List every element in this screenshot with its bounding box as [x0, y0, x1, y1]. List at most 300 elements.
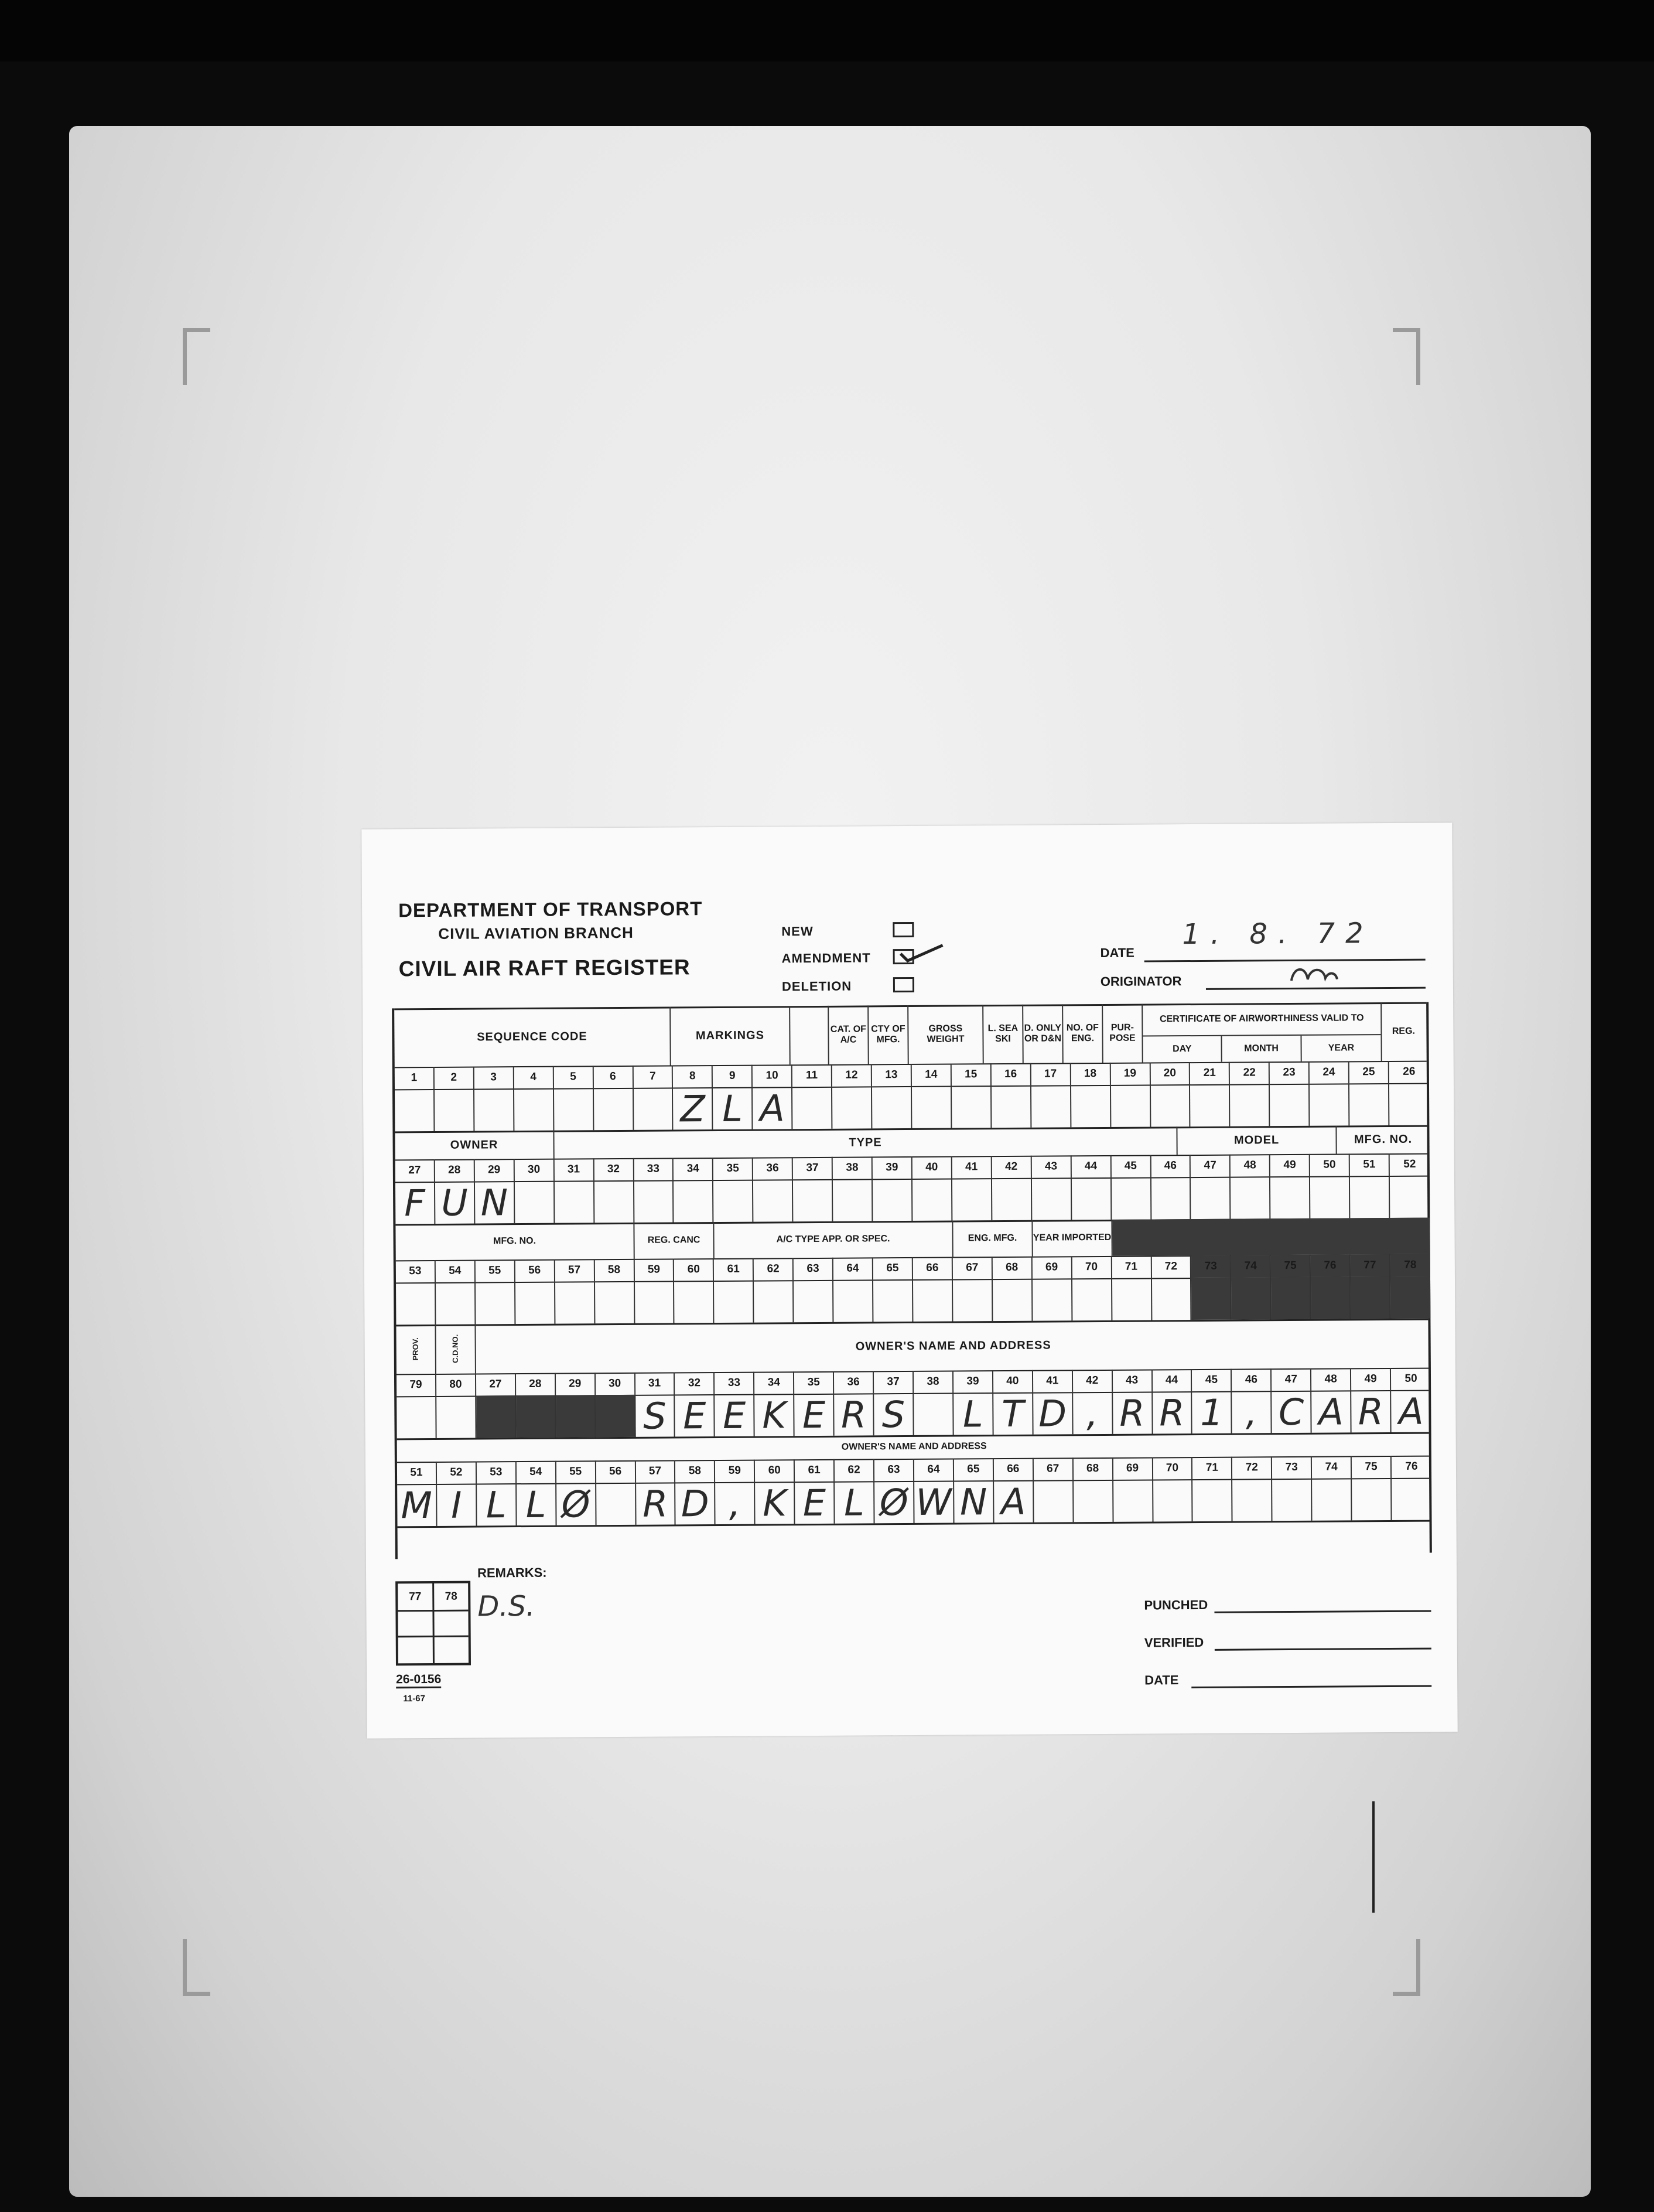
entry-cell[interactable]: A: [994, 1480, 1034, 1523]
hdr-owner-name-address-2: OWNER'S NAME AND ADDRESS: [841, 1441, 987, 1452]
column-number: 29: [556, 1373, 596, 1395]
entry-cell[interactable]: D: [676, 1482, 716, 1524]
entry-cell[interactable]: [753, 1179, 793, 1221]
date-label: DATE: [1100, 945, 1134, 961]
crop-mark-top-left: [183, 328, 210, 385]
remarks-cell[interactable]: [398, 1612, 434, 1636]
hdr-day-night: D. ONLY OR D&N: [1023, 1004, 1064, 1063]
column-number: 39: [873, 1156, 913, 1179]
entry-cell[interactable]: L: [835, 1481, 874, 1523]
entry-cell[interactable]: [1272, 1479, 1312, 1521]
column-number: 50: [1310, 1153, 1350, 1176]
column-number: 61: [714, 1258, 754, 1281]
entry-cell[interactable]: [1232, 1479, 1272, 1521]
entry-cell[interactable]: R: [1351, 1390, 1391, 1432]
hdr-certificate-group: [1143, 1002, 1382, 1062]
column-number: 12: [832, 1064, 872, 1086]
scan-artifact-line: [1372, 1801, 1375, 1913]
column-number: 42: [992, 1156, 1032, 1178]
entry-cell[interactable]: [1072, 1278, 1112, 1320]
column-number: 55: [476, 1259, 515, 1282]
entry-cell[interactable]: [873, 1179, 913, 1221]
entry-cell[interactable]: [993, 1279, 1033, 1321]
column-number: 32: [594, 1158, 634, 1180]
new-checkbox[interactable]: [893, 922, 914, 937]
column-number: 45: [1192, 1369, 1232, 1391]
hdr-cd-no: C.D.NO.: [436, 1325, 476, 1374]
entry-cell[interactable]: [594, 1180, 634, 1223]
entry-cell[interactable]: S: [635, 1394, 675, 1436]
entry-cell[interactable]: [1113, 1479, 1153, 1521]
column-number: 37: [874, 1371, 914, 1393]
entry-cell[interactable]: [1112, 1278, 1152, 1320]
column-number: 4: [514, 1066, 554, 1088]
column-number: 46: [1151, 1155, 1191, 1177]
entry-cell[interactable]: R: [1113, 1391, 1153, 1433]
column-number: 76: [1405, 1460, 1418, 1473]
entry-cell[interactable]: 1: [1192, 1391, 1232, 1433]
column-number: 74: [1231, 1255, 1271, 1277]
entry-cell[interactable]: N: [475, 1181, 515, 1223]
hdr-cat-of-ac: CAT. OF A/C: [829, 1005, 869, 1064]
entry-cell[interactable]: [1312, 1478, 1352, 1520]
verified-label: VERIFIED: [1144, 1634, 1204, 1650]
entry-cell[interactable]: [594, 1088, 634, 1130]
column-number: 61: [795, 1459, 835, 1482]
entry-cell[interactable]: [912, 1086, 952, 1128]
entry-cell[interactable]: R: [636, 1482, 676, 1524]
column-number: 69: [1033, 1256, 1072, 1278]
column-number: 33: [715, 1372, 754, 1394]
entry-cell[interactable]: [476, 1395, 516, 1438]
originator-signature-icon: [1288, 962, 1341, 986]
remarks-initials: D.S.: [477, 1589, 535, 1623]
originator-label: ORIGINATOR: [1100, 974, 1182, 989]
entry-cell[interactable]: T: [993, 1392, 1033, 1435]
entry-cell[interactable]: [556, 1395, 596, 1437]
hdr-model: MODEL: [1177, 1126, 1337, 1155]
entry-cell[interactable]: A: [1311, 1390, 1351, 1432]
entry-cell[interactable]: Z: [673, 1087, 713, 1129]
column-number: 20: [1150, 1062, 1190, 1084]
entry-cell[interactable]: [1352, 1478, 1392, 1520]
entry-cell[interactable]: C: [1272, 1391, 1311, 1433]
column-number: 54: [517, 1461, 556, 1483]
column-number: 64: [833, 1257, 873, 1279]
column-number: 5: [553, 1066, 593, 1088]
column-number: 45: [1111, 1155, 1151, 1177]
column-number: 47: [1272, 1368, 1311, 1391]
date-value: 1. 8. 72: [1182, 917, 1374, 951]
hdr-purpose: PUR- POSE: [1103, 1004, 1143, 1063]
entry-cell[interactable]: [674, 1281, 714, 1323]
hdr-no-of-eng: NO. OF ENG.: [1063, 1004, 1103, 1063]
footer-date-line[interactable]: [1191, 1685, 1431, 1689]
entry-cell[interactable]: ,: [1232, 1391, 1272, 1433]
column-number: 29: [475, 1159, 515, 1181]
form-number: 26-0156: [396, 1672, 441, 1688]
entry-cell[interactable]: [1191, 1177, 1231, 1219]
entry-cell[interactable]: ,: [715, 1482, 755, 1524]
column-number: 46: [1232, 1368, 1272, 1391]
entry-cell[interactable]: [1074, 1480, 1113, 1522]
department-title: DEPARTMENT OF TRANSPORT: [398, 897, 703, 921]
entry-cell[interactable]: E: [794, 1394, 834, 1436]
entry-cell[interactable]: [792, 1087, 832, 1129]
column-number: 41: [1033, 1370, 1073, 1392]
entry-cell[interactable]: M: [397, 1484, 437, 1526]
entry-cell[interactable]: [992, 1178, 1032, 1220]
form-revision-date: 11-67: [403, 1694, 425, 1704]
entry-cell[interactable]: [1390, 1176, 1430, 1218]
entry-cell[interactable]: [436, 1396, 476, 1438]
hdr-month: MONTH: [1222, 1036, 1302, 1062]
entry-cell[interactable]: [832, 1086, 872, 1128]
entry-cell[interactable]: [913, 1179, 952, 1221]
entry-cell[interactable]: [1270, 1084, 1310, 1126]
entry-cell[interactable]: [555, 1281, 595, 1323]
entry-cell[interactable]: [634, 1180, 674, 1222]
entry-cell[interactable]: [713, 1180, 753, 1222]
entry-cell[interactable]: W: [914, 1481, 954, 1523]
date-line: [1144, 959, 1426, 962]
hdr-sea-ski: L. SEA SKI: [983, 1005, 1024, 1063]
entry-cell[interactable]: [476, 1282, 515, 1324]
column-number: 72: [1232, 1456, 1272, 1479]
column-number: 34: [754, 1371, 794, 1394]
hdr-reg: REG.: [1392, 1026, 1416, 1036]
column-number: 58: [594, 1259, 634, 1281]
column-number: 70: [1153, 1457, 1192, 1479]
column-number: 11: [792, 1064, 832, 1087]
row4-entries: [397, 1390, 1429, 1439]
column-number: 43: [1113, 1369, 1153, 1391]
entry-cell[interactable]: L: [477, 1483, 517, 1525]
entry-cell[interactable]: [1032, 1177, 1072, 1220]
register-title: CIVIL AIR RAFT REGISTER: [398, 955, 691, 981]
column-number: 6: [593, 1066, 633, 1088]
column-number: 33: [634, 1158, 674, 1180]
column-number: 53: [477, 1461, 517, 1483]
column-number: 57: [635, 1460, 675, 1482]
column-number: 78: [1390, 1254, 1430, 1276]
column-number: 63: [874, 1459, 914, 1481]
entry-cell[interactable]: [1389, 1083, 1429, 1125]
column-number: 51: [397, 1462, 437, 1484]
originator-line: [1206, 987, 1426, 990]
column-number: 22: [1230, 1061, 1270, 1084]
entry-cell[interactable]: [474, 1088, 514, 1131]
hdr-owner-name-address: OWNER'S NAME AND ADDRESS: [855, 1339, 1051, 1353]
column-number: 40: [913, 1156, 952, 1179]
crop-mark-top-right: [1393, 328, 1420, 385]
column-number: 57: [555, 1259, 594, 1281]
verified-line[interactable]: [1215, 1648, 1431, 1651]
entry-cell[interactable]: N: [954, 1480, 994, 1523]
entry-cell[interactable]: [1071, 1085, 1111, 1127]
deletion-checkbox[interactable]: [893, 977, 914, 992]
column-number: 79: [397, 1374, 436, 1396]
entry-cell[interactable]: [1349, 1083, 1389, 1125]
crop-mark-bottom-left: [183, 1939, 210, 1996]
remarks-label: REMARKS:: [477, 1565, 547, 1581]
column-number: 34: [674, 1158, 713, 1180]
entry-cell[interactable]: Ø: [874, 1481, 914, 1523]
remarks-boxes: [395, 1581, 471, 1666]
column-number: 38: [914, 1371, 954, 1393]
entry-cell[interactable]: E: [715, 1394, 755, 1436]
column-number: 54: [436, 1260, 476, 1282]
column-number: 73: [1272, 1456, 1312, 1479]
column-number: 75: [1271, 1255, 1311, 1277]
entry-cell[interactable]: [714, 1281, 754, 1323]
crop-mark-bottom-right: [1393, 1939, 1420, 1996]
entry-cell[interactable]: [1230, 1084, 1270, 1126]
entry-cell[interactable]: Ø: [556, 1483, 596, 1525]
row3-headers: [395, 1218, 1427, 1261]
column-number: 72: [1151, 1255, 1191, 1278]
entry-cell[interactable]: ,: [1073, 1392, 1113, 1434]
column-number: 62: [835, 1459, 874, 1481]
amendment-label: AMENDMENT: [781, 950, 871, 966]
column-number: 16: [992, 1063, 1031, 1085]
column-number: 19: [1110, 1062, 1150, 1084]
entry-cell[interactable]: [554, 1088, 594, 1130]
column-number: 47: [1191, 1155, 1231, 1177]
entry-cell[interactable]: [1231, 1277, 1271, 1319]
entry-cell[interactable]: [1311, 1276, 1351, 1319]
hdr-sequence-code: SEQUENCE CODE: [394, 1006, 671, 1067]
column-number: 48: [1231, 1154, 1270, 1176]
column-number: 60: [674, 1258, 714, 1281]
row1-entries: [395, 1083, 1427, 1132]
column-number: 2: [435, 1067, 474, 1089]
entry-cell[interactable]: K: [755, 1482, 795, 1524]
column-number: 71: [1112, 1255, 1151, 1278]
column-number: 10: [753, 1064, 792, 1087]
column-number: 65: [873, 1257, 913, 1279]
column-number: 62: [754, 1258, 794, 1280]
column-number: 55: [556, 1460, 596, 1483]
entry-cell[interactable]: [635, 1281, 675, 1323]
column-number: 35: [713, 1158, 753, 1180]
column-number: 31: [635, 1372, 675, 1394]
hdr-markings: MARKINGS: [671, 1006, 791, 1065]
column-number: 18: [1071, 1063, 1110, 1085]
entry-cell[interactable]: [1231, 1176, 1270, 1218]
column-number: 76: [1311, 1254, 1351, 1276]
entry-cell[interactable]: K: [754, 1394, 794, 1436]
hdr-mfg-no-2: MFG. NO.: [395, 1223, 634, 1260]
column-number: 39: [954, 1370, 993, 1392]
entry-cell[interactable]: [1034, 1480, 1074, 1522]
column-number: 17: [1031, 1063, 1071, 1085]
hdr-gross-weight: GROSS WEIGHT: [908, 1005, 984, 1064]
hdr-year-imported: YEAR IMPORTED: [1033, 1220, 1112, 1257]
hdr-owner: OWNER: [395, 1131, 554, 1160]
column-number: 23: [1270, 1061, 1310, 1084]
row4-headers: [396, 1319, 1428, 1374]
entry-cell[interactable]: A: [1398, 1390, 1424, 1432]
entry-cell[interactable]: [1150, 1084, 1190, 1127]
remarks-num-77: 77: [398, 1583, 434, 1610]
entry-cell[interactable]: [1151, 1177, 1191, 1219]
column-number: 50: [1404, 1372, 1417, 1385]
hdr-mfg-no: MFG. NO.: [1354, 1132, 1413, 1146]
column-number: 44: [1152, 1369, 1192, 1391]
column-number: 52: [437, 1462, 477, 1484]
entry-cell[interactable]: [595, 1281, 635, 1323]
entry-cell[interactable]: [1072, 1177, 1112, 1220]
column-number: 24: [1310, 1061, 1349, 1083]
entry-cell[interactable]: E: [795, 1482, 835, 1524]
entry-cell[interactable]: U: [435, 1182, 475, 1224]
hdr-prov: PROV.: [396, 1325, 436, 1374]
column-number: 41: [952, 1156, 992, 1178]
column-number: 37: [793, 1157, 833, 1179]
entry-cell[interactable]: R: [834, 1393, 874, 1435]
column-number: 64: [914, 1459, 954, 1481]
column-number: 58: [675, 1460, 715, 1482]
entry-cell[interactable]: [1111, 1084, 1151, 1127]
column-number: 69: [1113, 1457, 1153, 1479]
entry-cell[interactable]: R: [1153, 1391, 1192, 1433]
column-number: 25: [1349, 1061, 1389, 1083]
entry-cell[interactable]: [794, 1280, 833, 1322]
entry-cell[interactable]: D: [1033, 1392, 1073, 1434]
remarks-cell[interactable]: [435, 1637, 469, 1663]
entry-cell[interactable]: [1191, 1278, 1231, 1320]
column-number: 30: [596, 1373, 635, 1395]
entry-cell[interactable]: [514, 1088, 554, 1131]
column-number: 1: [395, 1067, 435, 1089]
entry-cell[interactable]: A: [753, 1087, 792, 1129]
entry-cell[interactable]: [1033, 1278, 1072, 1320]
entry-cell[interactable]: [515, 1282, 555, 1324]
remarks-cell[interactable]: [434, 1612, 468, 1636]
entry-cell[interactable]: [674, 1180, 713, 1222]
column-number: 3: [474, 1066, 514, 1088]
entry-cell[interactable]: [872, 1086, 912, 1128]
entry-cell[interactable]: [953, 1279, 993, 1321]
column-number: 27: [395, 1159, 435, 1182]
entry-cell[interactable]: [435, 1089, 474, 1131]
entry-cell[interactable]: L: [954, 1392, 993, 1435]
column-number: 71: [1192, 1457, 1232, 1479]
hdr-type: TYPE: [554, 1127, 1177, 1158]
entry-cell[interactable]: [833, 1279, 873, 1322]
row1-headers: [394, 1002, 1427, 1067]
scan-border-top: [0, 0, 1654, 62]
entry-cell[interactable]: [913, 1279, 953, 1322]
entry-cell[interactable]: [515, 1181, 555, 1223]
column-number: 30: [514, 1159, 554, 1181]
column-number: 40: [993, 1370, 1033, 1392]
entry-cell[interactable]: [1271, 1277, 1311, 1319]
entry-cell[interactable]: [1190, 1084, 1230, 1127]
hdr-certificate: CERTIFICATE OF AIRWORTHINESS VALID TO: [1143, 1002, 1380, 1036]
entry-cell[interactable]: E: [675, 1394, 715, 1436]
entry-cell[interactable]: [397, 1396, 436, 1438]
entry-cell[interactable]: [952, 1178, 992, 1220]
entry-cell[interactable]: F: [395, 1182, 435, 1224]
entry-cell[interactable]: [833, 1179, 873, 1221]
column-number: 51: [1350, 1153, 1390, 1176]
punched-line[interactable]: [1214, 1610, 1431, 1613]
column-number: 43: [1031, 1155, 1071, 1177]
entry-cell[interactable]: [873, 1279, 913, 1322]
column-number: 65: [954, 1458, 994, 1480]
footer-date-label: DATE: [1144, 1672, 1179, 1688]
entry-cell[interactable]: [596, 1483, 636, 1525]
column-number: 32: [675, 1372, 715, 1394]
entry-cell[interactable]: [793, 1179, 833, 1221]
entry-cell[interactable]: [754, 1280, 794, 1322]
column-number: 27: [476, 1373, 516, 1395]
row2-entries: [395, 1176, 1427, 1224]
entry-cell[interactable]: [1310, 1083, 1349, 1125]
remarks-cell[interactable]: [398, 1637, 435, 1663]
column-number: 48: [1311, 1368, 1351, 1390]
column-number: 9: [713, 1065, 753, 1087]
shaded-block: [1112, 1218, 1430, 1256]
column-number: 36: [834, 1371, 874, 1393]
entry-cell[interactable]: [1193, 1479, 1233, 1521]
punched-label: PUNCHED: [1144, 1597, 1208, 1613]
column-number: 44: [1071, 1155, 1111, 1177]
entry-cell[interactable]: [914, 1393, 954, 1435]
entry-cell[interactable]: [396, 1282, 436, 1325]
column-number: 68: [1074, 1457, 1113, 1480]
entry-cell[interactable]: L: [713, 1087, 753, 1129]
entry-cell[interactable]: [1310, 1176, 1350, 1218]
entry-cell[interactable]: [516, 1395, 556, 1438]
entry-cell[interactable]: [634, 1087, 674, 1129]
entry-cell[interactable]: L: [517, 1483, 556, 1525]
entry-cell[interactable]: I: [437, 1484, 477, 1526]
column-number: 63: [794, 1258, 833, 1280]
column-number: 28: [516, 1373, 556, 1395]
entry-cell[interactable]: [1351, 1276, 1390, 1319]
entry-cell[interactable]: [1112, 1177, 1151, 1219]
entry-cell[interactable]: [1350, 1176, 1390, 1218]
entry-cell[interactable]: [395, 1089, 435, 1131]
row5-entries: [397, 1478, 1429, 1527]
column-number: 49: [1270, 1154, 1310, 1176]
entry-cell[interactable]: [1390, 1276, 1430, 1319]
hdr-eng-mfg: ENG. MFG.: [953, 1220, 1033, 1257]
entry-cell[interactable]: [1151, 1278, 1191, 1320]
column-number: 28: [435, 1159, 475, 1182]
register-card: [361, 822, 1457, 1738]
entry-cell[interactable]: S: [874, 1393, 914, 1435]
entry-cell[interactable]: [992, 1085, 1031, 1128]
column-number: 53: [396, 1260, 436, 1282]
entry-cell[interactable]: [1153, 1479, 1193, 1521]
column-number: 75: [1352, 1456, 1392, 1478]
column-number: 13: [872, 1064, 912, 1086]
entry-cell[interactable]: [1031, 1085, 1071, 1127]
entry-cell[interactable]: [952, 1085, 992, 1128]
column-number: 59: [634, 1258, 674, 1281]
entry-cell[interactable]: [1392, 1478, 1431, 1520]
column-number: 21: [1190, 1062, 1230, 1084]
entry-cell[interactable]: [436, 1282, 476, 1325]
hdr-day: DAY: [1143, 1036, 1222, 1063]
entry-cell[interactable]: [596, 1395, 635, 1437]
entry-cell[interactable]: [1270, 1176, 1310, 1218]
entry-cell[interactable]: [555, 1180, 594, 1223]
